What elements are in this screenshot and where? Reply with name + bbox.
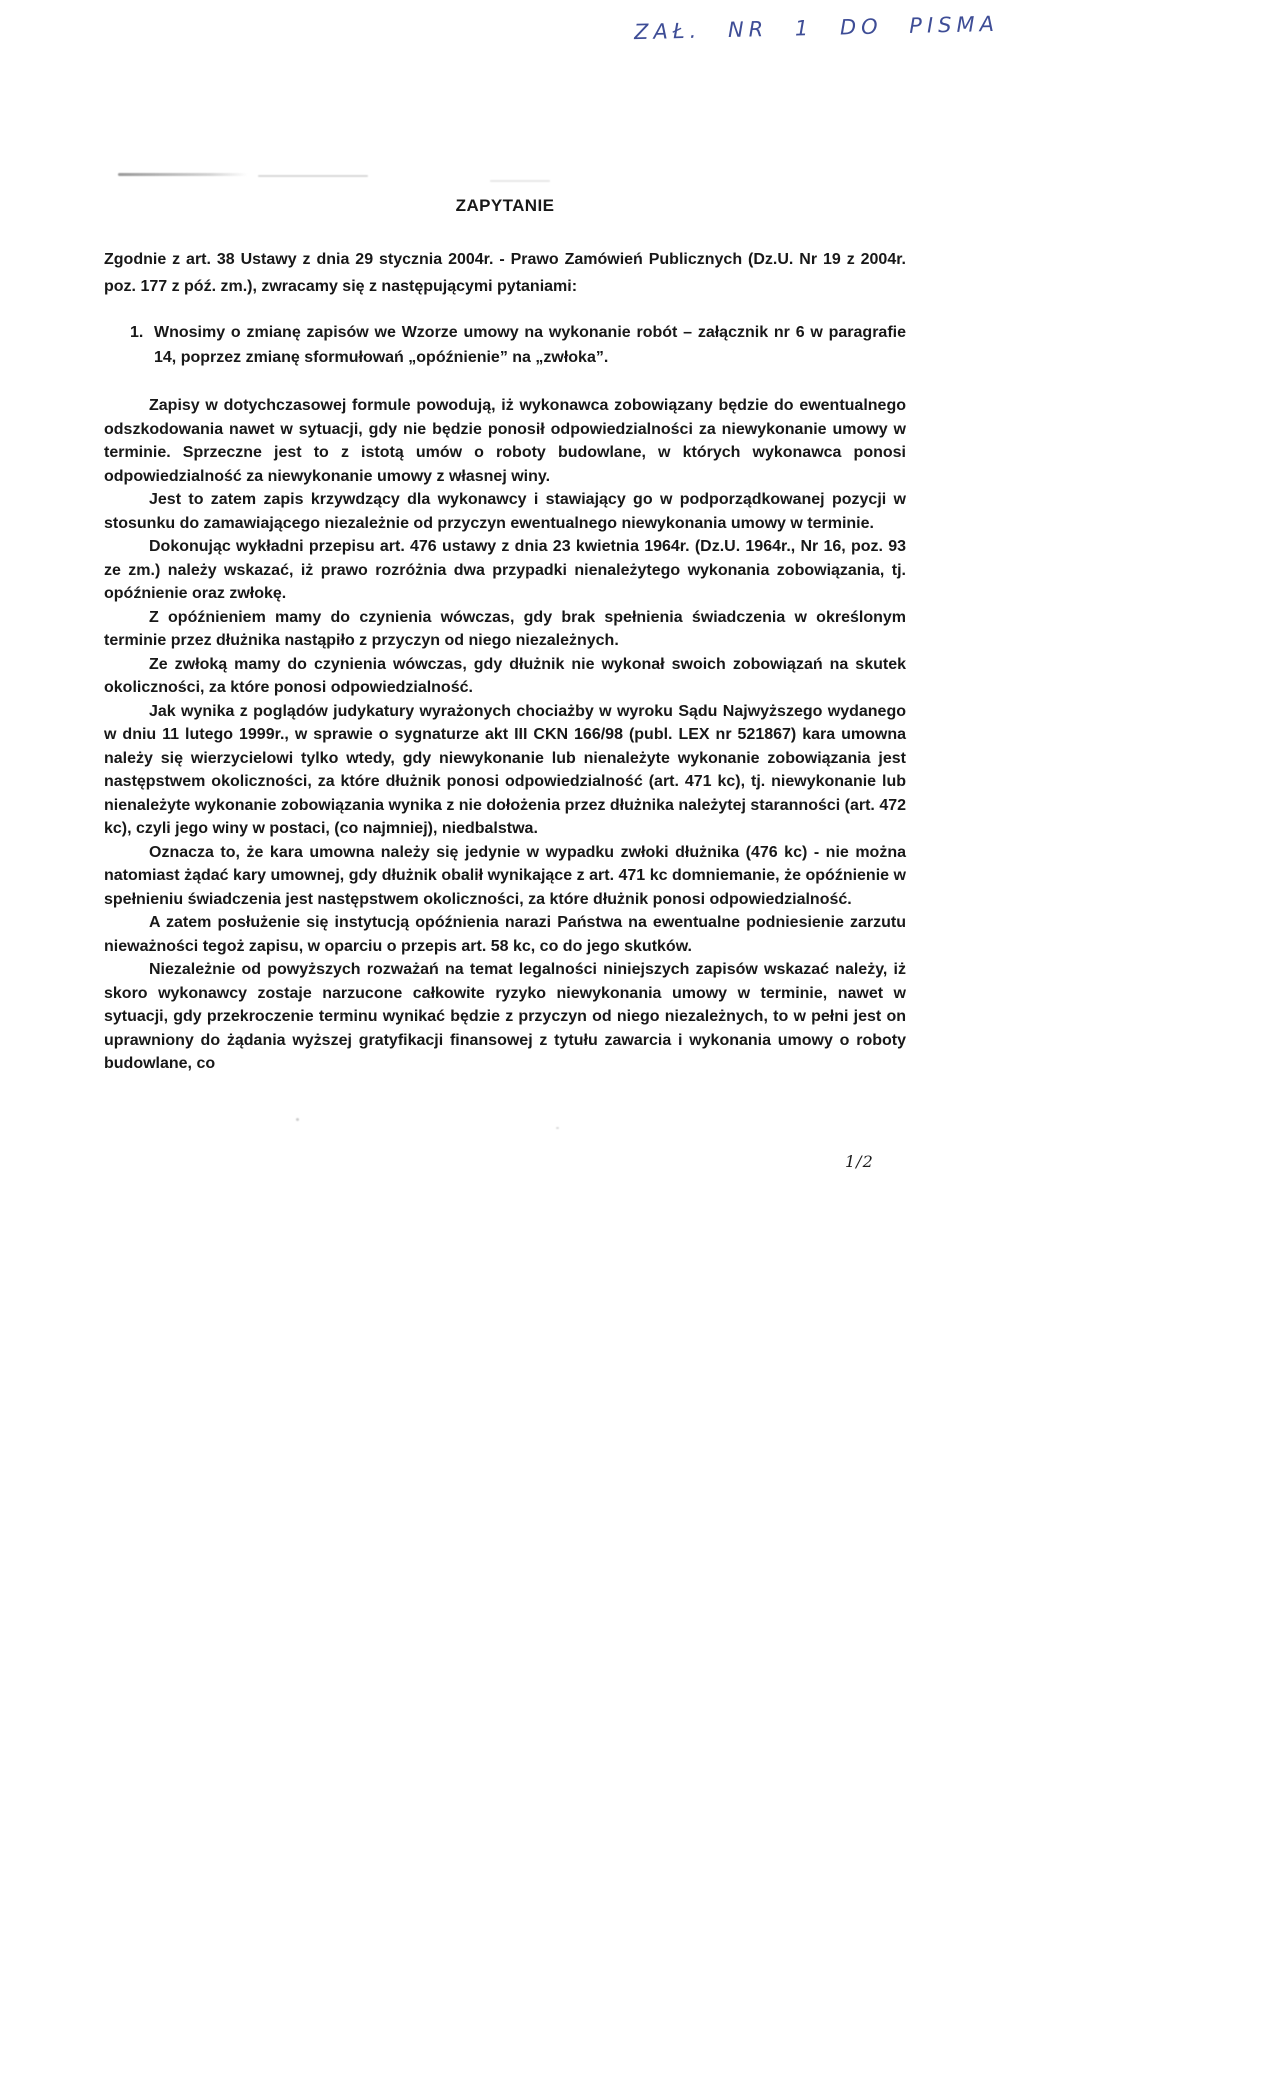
body-paragraph: A zatem posłużenie się instytucją opóźnienia narazi Państwa na ewentualne podniesienie zarzutu nieważności tegoż zapisu, w oparciu o przepis art. 58 kc, co do jego skutków. [104, 914, 906, 955]
scan-smudge-line [490, 180, 550, 182]
body-paragraph: Jak wynika z poglądów judykatury wyrażonych chociażby w wyroku Sądu Najwyższego wydanego w dniu 11 lutego 1999r., w sprawie o sygnaturze akt III CKN 166/98 (publ. LEX nr 521867) kara umowna należy się wierzycielowi tylko wtedy, gdy niewykonanie lub nienależyte wykonanie zobowiązania jest następstwem okoliczności, za które dłużnik ponosi odpowiedzialność (art. 471 kc), tj. niewykonanie lub nienależyte wykonanie zobowiązania wynika z nie dołożenia przez dłużnika należytej staranności (art. 472 kc), czyli jego winy w postaci, (co najmniej), niedbalstwa. [104, 702, 907, 837]
body-paragraph: Oznacza to, że kara umowna należy się jedynie w wypadku zwłoki dłużnika (476 kc) - nie można natomiast żądać kary umownej, gdy dłużnik obalił wynikające z art. 471 kc domniemanie, że opóźnienie w spełnieniu świadczenia jest następstwem okoliczności, za które dłużnik ponosi odpowiedzialność. [104, 843, 906, 908]
page-number: 1/2 [845, 1152, 874, 1171]
scan-speck [296, 1118, 299, 1121]
intro-paragraph: Zgodnie z art. 38 Ustawy z dnia 29 stycznia 2004r. - Prawo Zamówień Publicznych (Dz.U. Nr 19 z 2004r. poz. 177 z póź. zm.), zwracamy się z następującymi pytaniami: [104, 251, 906, 295]
document-body [104, 196, 906, 1076]
body-paragraph: Z opóźnieniem mamy do czynienia wówczas, gdy brak spełnienia świadczenia w określonym terminie przez dłużnika nastąpiło z przyczyn od niego niezależnych. [104, 608, 906, 649]
body-paragraph: Dokonując wykładni przepisu art. 476 ustawy z dnia 23 kwietnia 1964r. (Dz.U. 1964r., Nr 16, poz. 93 ze zm.) należy wskazać, iż prawo rozróżnia dwa przypadki nienależytego wykonania zobowiązania, tj. opóźnienie oraz zwłokę. [104, 538, 906, 602]
handwritten-annotation: ZAŁ. NR 1 DO PISMA [633, 11, 1000, 45]
page-title: ZAPYTANIE [455, 196, 555, 215]
argument-block [104, 394, 906, 1076]
scan-smudge-line [258, 175, 368, 177]
body-paragraph: Ze zwłoką mamy do czynienia wówczas, gdy dłużnik nie wykonał swoich zobowiązań na skutek okoliczności, za które ponosi odpowiedzialność. [104, 655, 906, 696]
question-item-1 [130, 320, 906, 370]
question-text: Wnosimy o zmianę zapisów we Wzorze umowy na wykonanie robót – załącznik nr 6 w paragrafie 14, poprzez zmianę sformułowań „opóźnienie” na „zwłoka”. [154, 324, 906, 366]
scan-speck [556, 1127, 559, 1129]
body-paragraph: Zapisy w dotychczasowej formule powodują, iż wykonawca zobowiązany będzie do ewentualnego odszkodowania nawet w sytuacji, gdy nie będzie ponosił odpowiedzialności za niewykonanie umowy w terminie. Sprzeczne jest to z istotą umów o roboty budowlane, w których wykonawca ponosi odpowiedzialność za niewykonanie umowy z własnej winy. [104, 397, 906, 485]
body-paragraph: Jest to zatem zapis krzywdzący dla wykonawcy i stawiający go w podporządkowanej pozycji w stosunku do zamawiającego niezależnie od przyczyn ewentualnego niewykonania umowy w terminie. [104, 491, 906, 532]
body-paragraph: Niezależnie od powyższych rozważań na temat legalności niniejszych zapisów wskazać należy, iż skoro wykonawcy zostaje narzucone całkowite ryzyko niewykonania umowy w terminie, nawet w sytuacji, gdy przekroczenie terminu wynikać będzie z przyczyn od niego niezależnych, to w pełni jest on uprawniony do żądania wyższej gratyfikacji finansowej z tytułu zawarcia i wykonania umowy o roboty budowlane, co [104, 961, 906, 1072]
scan-smudge-line [118, 173, 248, 176]
question-number: 1. [130, 324, 144, 341]
